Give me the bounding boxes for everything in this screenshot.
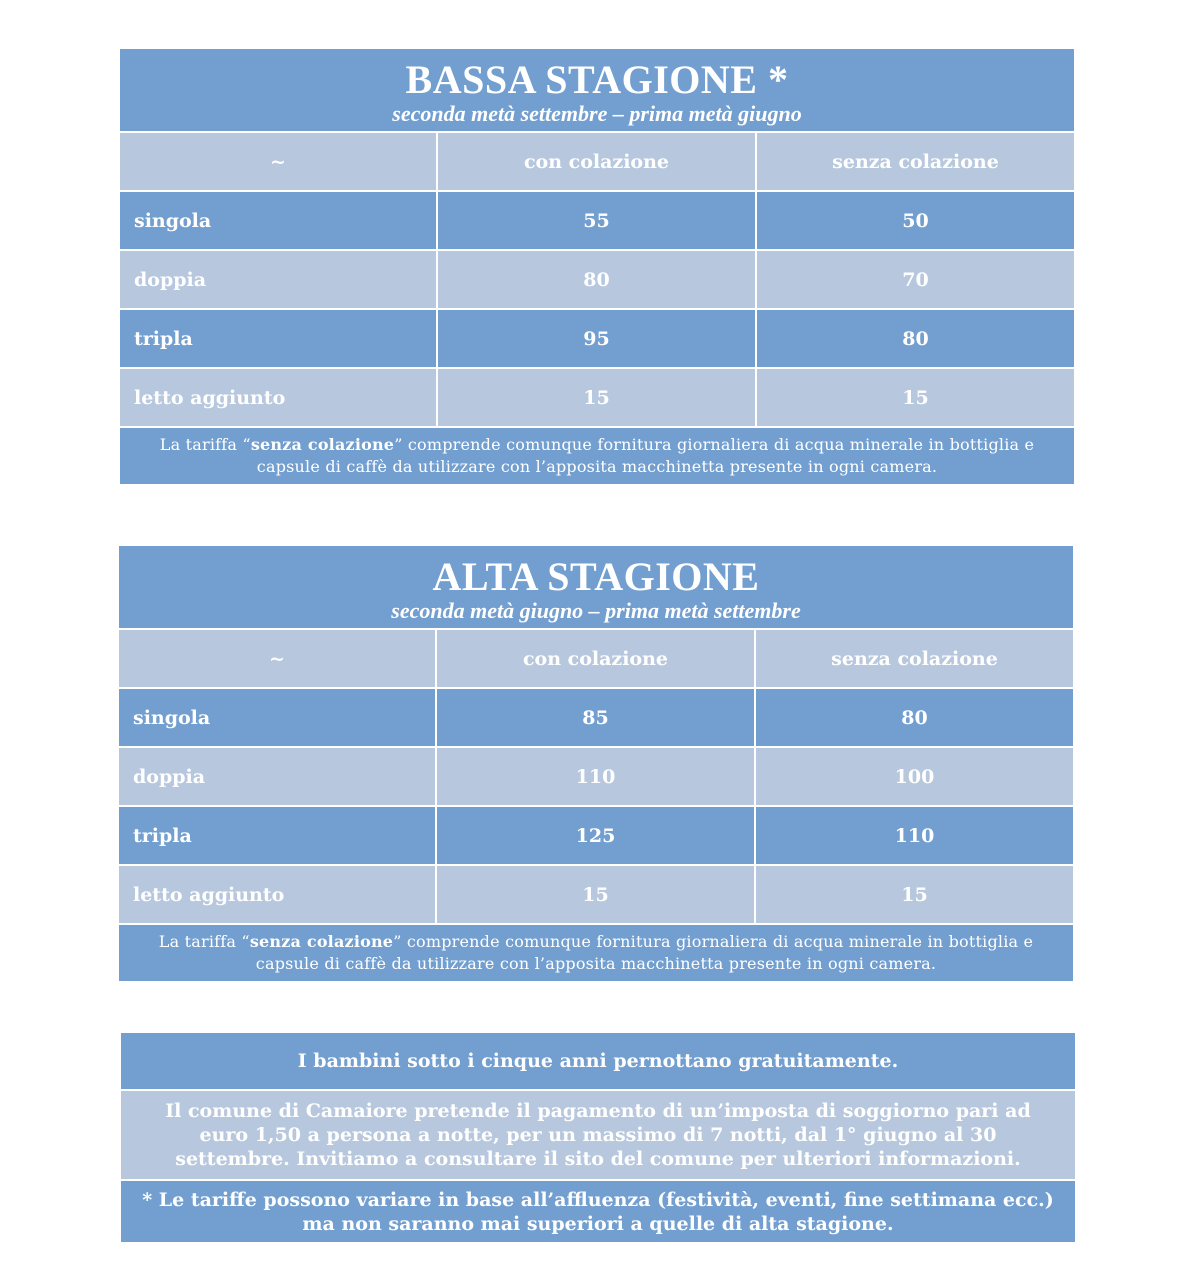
room-type-label: tripla bbox=[119, 309, 437, 368]
note-text-before: La tariffa “ bbox=[159, 435, 251, 454]
price-without-breakfast: 50 bbox=[756, 191, 1075, 250]
low-season-title: BASSA STAGIONE * bbox=[405, 57, 789, 102]
column-header: senza colazione bbox=[756, 132, 1075, 191]
price-without-breakfast: 70 bbox=[756, 250, 1075, 309]
price-with-breakfast: 110 bbox=[436, 747, 755, 806]
column-header: ~ bbox=[119, 132, 437, 191]
low-season-note bbox=[119, 427, 1075, 485]
table-row bbox=[119, 368, 1075, 427]
table-row bbox=[119, 191, 1075, 250]
room-type-label: singola bbox=[118, 688, 436, 747]
note-text-before: La tariffa “ bbox=[158, 932, 250, 951]
price-with-breakfast: 55 bbox=[437, 191, 756, 250]
column-header: con colazione bbox=[436, 629, 755, 688]
price-with-breakfast: 15 bbox=[437, 368, 756, 427]
rates-disclaimer: * Le tariffe possono variare in base all’affluenza (festività, eventi, fine settimana ecc.) ma non saranno mai superiori a quelle di alta stagione. bbox=[120, 1180, 1076, 1243]
price-with-breakfast: 85 bbox=[436, 688, 755, 747]
column-header: con colazione bbox=[437, 132, 756, 191]
high-season-title-cell bbox=[118, 545, 1074, 629]
high-season-table bbox=[118, 545, 1074, 982]
low-season-table bbox=[119, 48, 1075, 485]
table-row bbox=[118, 747, 1074, 806]
high-season-subtitle: seconda metà giugno – prima metà settembre bbox=[391, 598, 801, 623]
note-text-after: ” comprende comunque fornitura giornaliera di acqua minerale in bottiglia e capsule di caffè da utilizzare con l’apposita macchinetta presente in ogni camera. bbox=[256, 435, 1035, 476]
high-season-header-row bbox=[118, 629, 1074, 688]
note-text-bold: senza colazione bbox=[250, 435, 395, 454]
table-row bbox=[118, 806, 1074, 865]
room-type-label: tripla bbox=[118, 806, 436, 865]
info-table bbox=[120, 1032, 1076, 1243]
room-type-label: singola bbox=[119, 191, 437, 250]
table-row bbox=[118, 688, 1074, 747]
table-row bbox=[119, 250, 1075, 309]
high-season-title: ALTA STAGIONE bbox=[432, 554, 760, 599]
room-type-label: letto aggiunto bbox=[119, 368, 437, 427]
high-season-note bbox=[118, 924, 1074, 982]
note-text-bold: senza colazione bbox=[249, 932, 394, 951]
price-with-breakfast: 125 bbox=[436, 806, 755, 865]
low-season-header-row bbox=[119, 132, 1075, 191]
price-without-breakfast: 15 bbox=[755, 865, 1074, 924]
price-without-breakfast: 100 bbox=[755, 747, 1074, 806]
tourist-tax-info: Il comune di Camaiore pretende il pagamento di un’imposta di soggiorno pari ad euro 1,50 a persona a notte, per un massimo di 7 notti, dal 1° giugno al 30 settembre. Invitiamo a consultare il sito del comune per ulteriori informazioni. bbox=[120, 1090, 1076, 1180]
price-with-breakfast: 95 bbox=[437, 309, 756, 368]
table-row bbox=[118, 865, 1074, 924]
column-header: senza colazione bbox=[755, 629, 1074, 688]
low-season-title-cell bbox=[119, 48, 1075, 132]
price-without-breakfast: 80 bbox=[755, 688, 1074, 747]
room-type-label: letto aggiunto bbox=[118, 865, 436, 924]
price-without-breakfast: 15 bbox=[756, 368, 1075, 427]
price-with-breakfast: 15 bbox=[436, 865, 755, 924]
table-row bbox=[119, 309, 1075, 368]
children-free-info: I bambini sotto i cinque anni pernottano gratuitamente. bbox=[120, 1032, 1076, 1090]
column-header: ~ bbox=[118, 629, 436, 688]
price-without-breakfast: 110 bbox=[755, 806, 1074, 865]
room-type-label: doppia bbox=[119, 250, 437, 309]
price-without-breakfast: 80 bbox=[756, 309, 1075, 368]
room-type-label: doppia bbox=[118, 747, 436, 806]
price-with-breakfast: 80 bbox=[437, 250, 756, 309]
low-season-subtitle: seconda metà settembre – prima metà giugno bbox=[392, 101, 802, 126]
note-text-after: ” comprende comunque fornitura giornaliera di acqua minerale in bottiglia e capsule di caffè da utilizzare con l’apposita macchinetta presente in ogni camera. bbox=[255, 932, 1034, 973]
